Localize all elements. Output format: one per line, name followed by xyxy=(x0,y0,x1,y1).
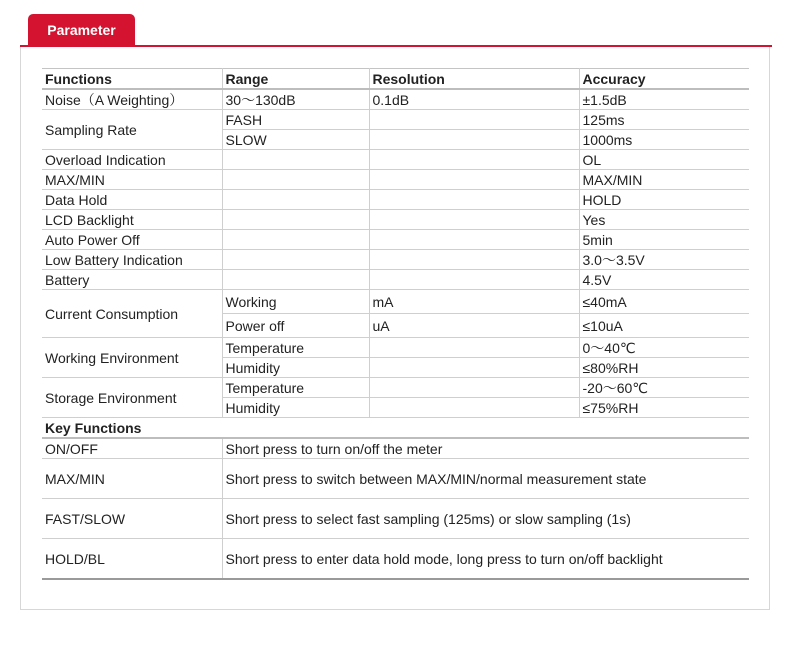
cell-accuracy: ≤80%RH xyxy=(579,358,749,378)
cell-accuracy: -20～60℃ xyxy=(579,378,749,398)
cell-resolution: uA xyxy=(369,314,579,338)
tab-parameter[interactable] xyxy=(28,14,135,46)
key-function-row xyxy=(42,499,749,539)
key-function-row xyxy=(42,438,749,459)
cell-resolution xyxy=(369,378,579,398)
cell-accuracy: OL xyxy=(579,150,749,170)
table-row xyxy=(42,338,749,358)
cell-range: Temperature xyxy=(222,338,369,358)
cell-resolution xyxy=(369,150,579,170)
cell-function: LCD Backlight xyxy=(42,210,222,230)
cell-range xyxy=(222,230,369,250)
table-row xyxy=(42,250,749,270)
key-function-row xyxy=(42,459,749,499)
cell-resolution xyxy=(369,270,579,290)
tab-parameter-label: Parameter xyxy=(47,22,116,38)
cell-function: Working Environment xyxy=(42,338,222,378)
parameter-table xyxy=(42,68,749,580)
cell-function: Data Hold xyxy=(42,190,222,210)
cell-accuracy: Yes xyxy=(579,210,749,230)
cell-resolution xyxy=(369,398,579,418)
cell-resolution xyxy=(369,338,579,358)
cell-range xyxy=(222,250,369,270)
header-range: Range xyxy=(222,69,369,90)
key-name: FAST/SLOW xyxy=(42,499,222,539)
cell-accuracy: MAX/MIN xyxy=(579,170,749,190)
key-description: Short press to switch between MAX/MIN/normal measurement state xyxy=(222,459,749,499)
cell-accuracy: 3.0～3.5V xyxy=(579,250,749,270)
cell-accuracy: HOLD xyxy=(579,190,749,210)
key-name: ON/OFF xyxy=(42,438,222,459)
cell-resolution: mA xyxy=(369,290,579,314)
cell-range: Humidity xyxy=(222,358,369,378)
cell-accuracy: 5min xyxy=(579,230,749,250)
cell-resolution xyxy=(369,358,579,378)
cell-resolution: 0.1dB xyxy=(369,89,579,110)
key-description: Short press to turn on/off the meter xyxy=(222,438,749,459)
key-functions-title: Key Functions xyxy=(42,418,749,439)
cell-resolution xyxy=(369,190,579,210)
cell-function: Current Consumption xyxy=(42,290,222,338)
table-row xyxy=(42,230,749,250)
table-row xyxy=(42,190,749,210)
cell-function: MAX/MIN xyxy=(42,170,222,190)
table-row xyxy=(42,210,749,230)
cell-accuracy: ≤10uA xyxy=(579,314,749,338)
table-row xyxy=(42,270,749,290)
cell-range xyxy=(222,150,369,170)
key-description: Short press to enter data hold mode, long press to turn on/off backlight xyxy=(222,539,749,580)
key-name: MAX/MIN xyxy=(42,459,222,499)
cell-accuracy: 1000ms xyxy=(579,130,749,150)
key-function-row xyxy=(42,539,749,580)
table-header-row xyxy=(42,69,749,90)
cell-function: Storage Environment xyxy=(42,378,222,418)
cell-accuracy: 125ms xyxy=(579,110,749,130)
cell-accuracy: ≤75%RH xyxy=(579,398,749,418)
key-description: Short press to select fast sampling (125ms) or slow sampling (1s) xyxy=(222,499,749,539)
cell-accuracy: 4.5V xyxy=(579,270,749,290)
cell-function: Auto Power Off xyxy=(42,230,222,250)
cell-range xyxy=(222,270,369,290)
cell-range: FASH xyxy=(222,110,369,130)
key-functions-header-row xyxy=(42,418,749,439)
key-name: HOLD/BL xyxy=(42,539,222,580)
cell-resolution xyxy=(369,110,579,130)
cell-range: Power off xyxy=(222,314,369,338)
table-row xyxy=(42,170,749,190)
cell-resolution xyxy=(369,130,579,150)
header-accuracy: Accuracy xyxy=(579,69,749,90)
cell-range: 30～130dB xyxy=(222,89,369,110)
table-row xyxy=(42,378,749,398)
cell-resolution xyxy=(369,230,579,250)
cell-function: Overload Indication xyxy=(42,150,222,170)
cell-range xyxy=(222,190,369,210)
cell-function: Low Battery Indication xyxy=(42,250,222,270)
cell-resolution xyxy=(369,210,579,230)
cell-accuracy: ±1.5dB xyxy=(579,89,749,110)
header-functions: Functions xyxy=(42,69,222,90)
table-row xyxy=(42,290,749,314)
table-row xyxy=(42,110,749,130)
cell-function: Noise（A Weighting） xyxy=(42,89,222,110)
cell-range: Temperature xyxy=(222,378,369,398)
cell-resolution xyxy=(369,170,579,190)
table-row xyxy=(42,89,749,110)
cell-range: SLOW xyxy=(222,130,369,150)
cell-resolution xyxy=(369,250,579,270)
table-row xyxy=(42,150,749,170)
cell-function: Battery xyxy=(42,270,222,290)
cell-range xyxy=(222,170,369,190)
cell-function: Sampling Rate xyxy=(42,110,222,150)
cell-range: Working xyxy=(222,290,369,314)
cell-range xyxy=(222,210,369,230)
cell-accuracy: 0～40℃ xyxy=(579,338,749,358)
cell-accuracy: ≤40mA xyxy=(579,290,749,314)
header-resolution: Resolution xyxy=(369,69,579,90)
cell-range: Humidity xyxy=(222,398,369,418)
